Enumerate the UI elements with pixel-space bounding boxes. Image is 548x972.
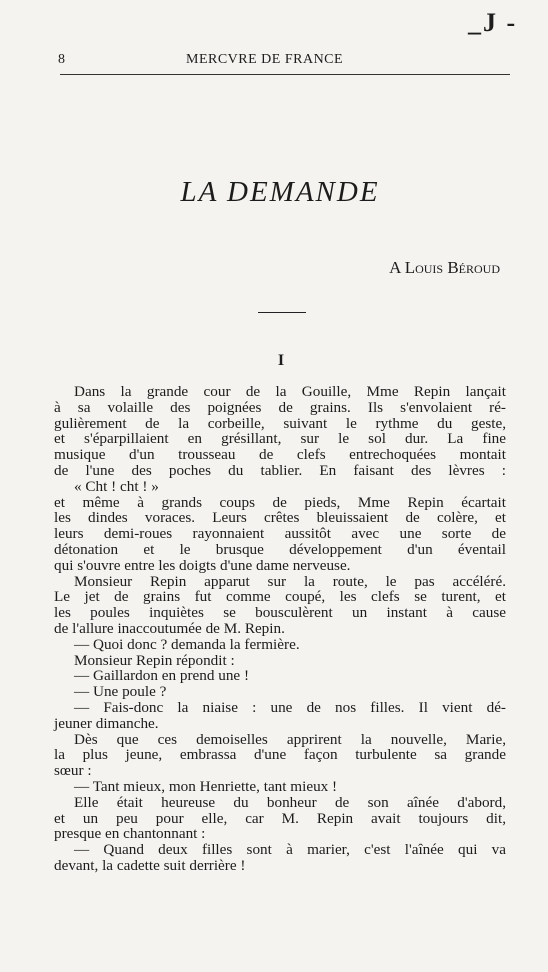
corner-mark: _J - [468, 8, 518, 37]
text-line: — Fais-donc la niaise : une de nos filles. Il vient dé- [74, 698, 506, 716]
text-line: jeuner dimanche. [54, 714, 159, 732]
article-title: LA DEMANDE [180, 176, 380, 208]
section-number: I [277, 352, 285, 369]
running-title: MERCVRE DE FRANCE [186, 52, 344, 67]
text-line: Elle était heureuse du bonheur de son aînée d'abord, [74, 793, 506, 811]
text-line: gulièrement de la corbeille, suivant le rythme du geste, [54, 414, 506, 432]
text-line: — Une poule ? [74, 683, 167, 701]
text-line: — Quoi donc ? demanda la fermière. [74, 635, 300, 653]
text-line: les dindes voraces. Leurs crêtes bleuissaient de colère, et [54, 509, 506, 527]
dedication [389, 258, 500, 278]
text-line: et même à grands coups de pieds, Mme Repin écartait [54, 493, 506, 511]
text-line: sœur : [54, 762, 92, 780]
text-line: à sa volaille des poignées de grains. Ils s'envolaient ré- [54, 398, 506, 416]
text-line: détonation et le brusque développement d'un éventail [54, 540, 506, 558]
text-line: la plus jeune, embrassa d'une façon turbulente sa grande [54, 746, 506, 764]
text-line: Dès que ces demoiselles apprirent la nouvelle, Marie, [74, 730, 506, 748]
running-head [56, 52, 510, 74]
header-rule [60, 74, 510, 75]
text-line: — Gaillardon en prend une ! [74, 667, 250, 685]
text-line: qui s'ouvre entre les doigts d'une dame nerveuse. [54, 556, 351, 574]
title-divider [258, 312, 306, 313]
text-line: « Cht ! cht ! » [74, 477, 159, 495]
text-line: leurs demi-roues rayonnaient aussitôt avec une sorte de [54, 525, 506, 543]
text-line: — Tant mieux, mon Henriette, tant mieux ! [74, 777, 338, 795]
dedication-prefix: A [389, 258, 405, 277]
text-line: de l'allure inaccoutumée de M. Repin. [54, 619, 285, 637]
text-line: devant, la cadette suit derrière ! [54, 856, 246, 874]
text-line: — Quand deux filles sont à marier, c'est l'aînée qui va [74, 841, 506, 859]
text-line: presque en chantonnant : [54, 825, 206, 843]
text-line: de l'une des poches du tablier. En faisant des lèvres : [54, 461, 506, 479]
text-line: Monsieur Repin apparut sur la route, le pas accéléré. [74, 572, 506, 590]
page-number: 8 [58, 52, 65, 67]
text-line: et s'éparpillaient en grésillant, sur le sol dur. La fine [54, 430, 506, 448]
text-line: Le jet de grains fut comme coupé, les clefs se turent, et [54, 588, 506, 606]
text-line: musique d'un trousseau de clefs entrechoquées montait [54, 446, 506, 464]
dedication-name: Louis Béroud [404, 258, 500, 277]
text-line: les poules inquiètes se bousculèrent un instant à cause [54, 604, 506, 622]
text-line: et un peu pour elle, car M. Repin avait toujours dit, [54, 809, 506, 827]
text-line: Monsieur Repin répondit : [74, 651, 235, 669]
text-line: Dans la grande cour de la Gouille, Mme Repin lançait [74, 383, 506, 400]
body-text [54, 384, 506, 874]
